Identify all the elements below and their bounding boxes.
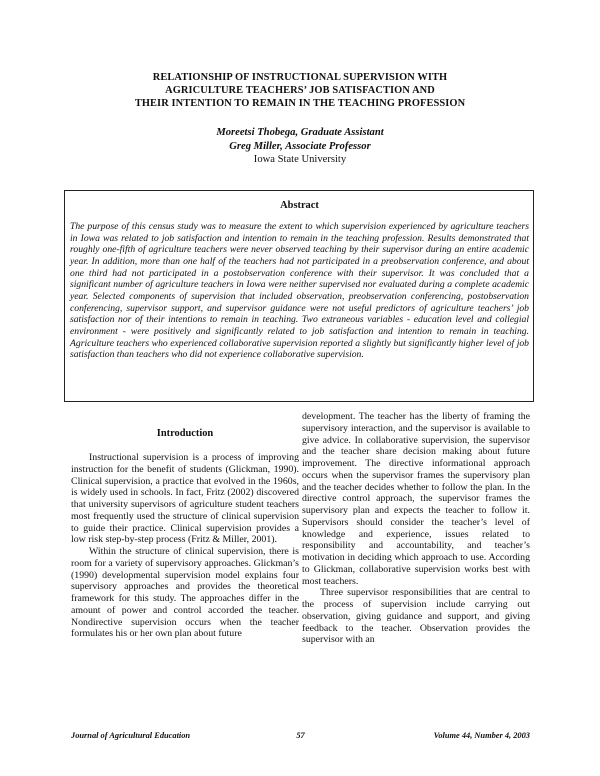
title-line: RELATIONSHIP OF INSTRUCTIONAL SUPERVISION WITH [152, 72, 448, 83]
affiliation: Iowa State University [253, 154, 347, 165]
right-column [302, 411, 530, 646]
body-paragraph: Three supervisor responsibilities that are central to the process of supervision include carrying out observation, giving guidance and support, and giving feedback to the teacher. Observation provides the supervisor with an [302, 587, 530, 646]
author-name: Greg Miller, Associate Professor [229, 140, 371, 152]
title-line: AGRICULTURE TEACHERS’ JOB SATISFACTION AND [165, 85, 435, 96]
body-paragraph: Within the structure of clinical supervision, there is room for a variety of supervisory approaches. Glickman’s (1990) developmental supervision model explains four supervisory approaches and provides the theoretical framework for this study. The approaches differ in the amount of power and control accorded the teacher. Nondirective supervision occurs when the teacher formulates his or her own plan about future [71, 546, 299, 640]
footer-page-number: 57 [296, 731, 305, 740]
author-block [60, 126, 540, 167]
author-name: Moreetsi Thobega, Graduate Assistant [216, 127, 384, 138]
footer-volume: Volume 44, Number 4, 2003 [433, 731, 530, 740]
left-column [71, 427, 299, 640]
abstract-heading: Abstract [280, 200, 319, 211]
abstract-text: The purpose of this census study was to measure the extent to which supervision experienced by agriculture teachers in Iowa was related to job satisfaction and intention to remain in the teaching profession. Results demonstrated that roughly one-fifth of agriculture teachers were never observed teaching by their supervisor during an entire academic year. In addition, more than one half of the teachers had not participated in a preobservation conference, and about one third had not participated in a postobservation conference with their supervisor. It was concluded that a significant number of agriculture teachers in Iowa were neither supervised nor evaluated during a complete academic year. Selected components of supervision that included observation, preobservation conferencing, postobservation conferencing, supervisor support, and supervisor guidance were not useful predictors of agriculture teachers’ job satisfaction nor of their intentions to remain in teaching. Two extraneous variables - education level and collegial environment - were positively and significantly related to job satisfaction and intention to remain in teaching. Agriculture teachers who experienced collaborative supervision reported a slightly but significantly higher level of job satisfaction than teachers who did not experience collaborative supervision. [70, 221, 529, 361]
paper-title [60, 71, 540, 110]
abstract-box [64, 190, 534, 402]
body-paragraph: development. The teacher has the liberty of framing the supervisory interaction, and the supervisor is available to give advice. In collaborative supervision, the supervisor and the teacher share decision making about future improvement. The directive informational approach occurs when the supervisor frames the supervisory plan and the teacher decides whether to follow the plan. In the directive control approach, the supervisor frames the supervisory plan and expects the teacher to follow it. Supervisors should consider the teacher’s level of knowledge and experience, issues related to responsibility and accountability, and teacher’s motivation in deciding which approach to use. According to Glickman, collaborative supervision works best with most teachers. [302, 411, 530, 587]
title-line: THEIR INTENTION TO REMAIN IN THE TEACHING PROFESSION [134, 98, 466, 109]
section-heading-introduction: Introduction [156, 428, 214, 439]
footer-journal: Journal of Agricultural Education [71, 731, 191, 740]
body-paragraph: Instructional supervision is a process of improving instruction for the benefit of students (Glickman, 1990). Clinical supervision, a practice that evolved in the 1960s, is widely used in schools. In fact, Fritz (2002) discovered that university supervisors of agriculture student teachers most frequently used the structure of clinical supervision to guide their practice. Clinical supervision provides a low risk step-by-step process (Fritz & Miller, 2001). [71, 452, 299, 546]
